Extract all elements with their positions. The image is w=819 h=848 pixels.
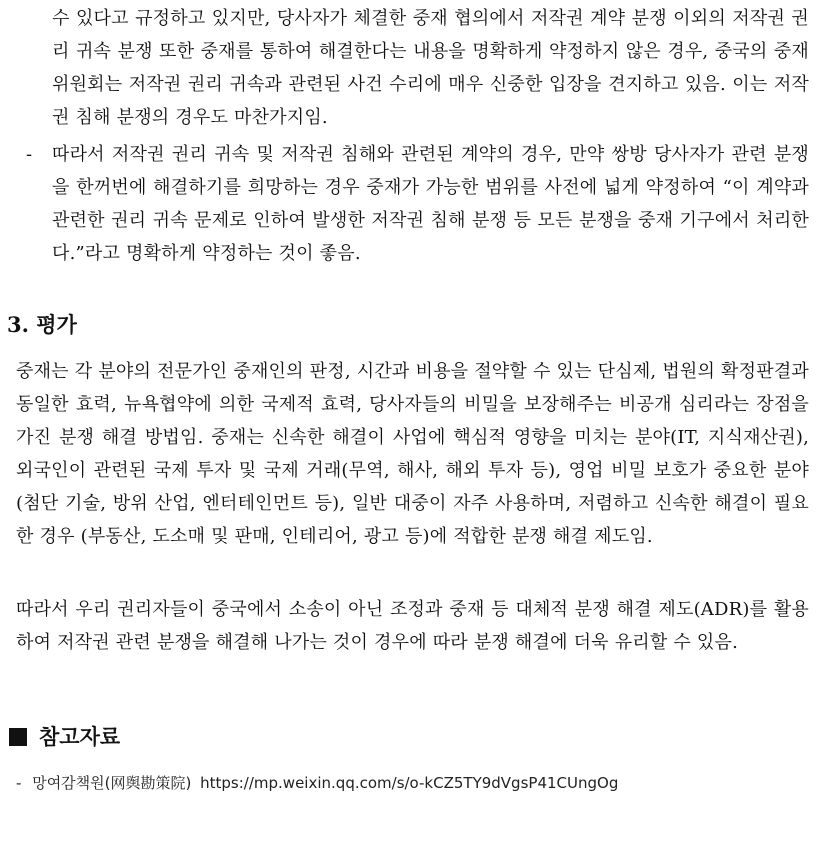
- bullet-text: 따라서 저작권 권리 귀속 및 저작권 침해와 관련된 계약의 경우, 만약 쌍방 당사자가 관련 분쟁을 한꺼번에 해결하기를 희망하는 경우 중재가 가능한 범위를 사전에 넓게 약정하여 “이 계약과 관련한 권리 귀속 문제로 인하여 발생한 저작권 침해 분쟁 등 모든 분쟁을 중재 기구에서 처리한다.”라고 명확하게 약정하는 것이 좋음.: [52, 144, 809, 264]
- reference-marker: -: [16, 774, 22, 792]
- reference-link[interactable]: https://mp.weixin.qq.com/s/o-kCZ5TY9dVgsP41CUngOg: [200, 774, 619, 792]
- reference-item: [16, 770, 618, 796]
- section-paragraph-1: 중재는 각 분야의 전문가인 중재인의 판정, 시간과 비용을 절약할 수 있는 단심제, 법원의 확정판결과 동일한 효력, 뉴욕협약에 의한 국제적 효력, 당사자들의 비밀을 보장해주는 비공개 심리라는 장점을 가진 분쟁 해결 방법임. 중재는 신속한 해결이 사업에 핵심적 영향을 미치는 분야(IT, 지식재산권), 외국인이 관련된 국제 투자 및 국제 거래(무역, 해사, 해외 투자 등), 영업 비밀 보호가 중요한 분야(첨단 기술, 방위 산업, 엔터테인먼트 등), 일반 대중이 자주 사용하며, 저렴하고 신속한 해결이 필요한 경우 (부동산, 도소매 및 판매, 인테리어, 광고 등)에 적합한 분쟁 해결 제도임.: [16, 361, 809, 547]
- section-title: 3. 평가: [7, 312, 77, 337]
- continuation-paragraph: 수 있다고 규정하고 있지만, 당사자가 체결한 중재 협의에서 저작권 계약 분쟁 이외의 저작권 권리 귀속 분쟁 또한 중재를 통하여 해결한다는 내용을 명확하게 약정하지 않은 경우, 중국의 중재위원회는 저작권 권리 귀속과 관련된 사건 수리에 매우 신중한 입장을 견지하고 있음. 이는 저작권 침해 분쟁의 경우도 마찬가지임.: [52, 8, 809, 128]
- section-paragraph-2: 따라서 우리 권리자들이 중국에서 소송이 아닌 조정과 중재 등 대체적 분쟁 해결 제도(ADR)를 활용하여 저작권 관련 분쟁을 해결해 나가는 것이 경우에 따라 분쟁 해결에 더욱 유리할 수 있음.: [16, 599, 809, 653]
- reference-source: 망여감책원(网舆勘策院): [32, 774, 192, 792]
- references-heading: [9, 722, 120, 752]
- references-title: 참고자료: [39, 724, 121, 749]
- bullet-item: [26, 138, 809, 270]
- black-square-icon: [9, 728, 27, 746]
- bullet-marker: -: [26, 144, 33, 165]
